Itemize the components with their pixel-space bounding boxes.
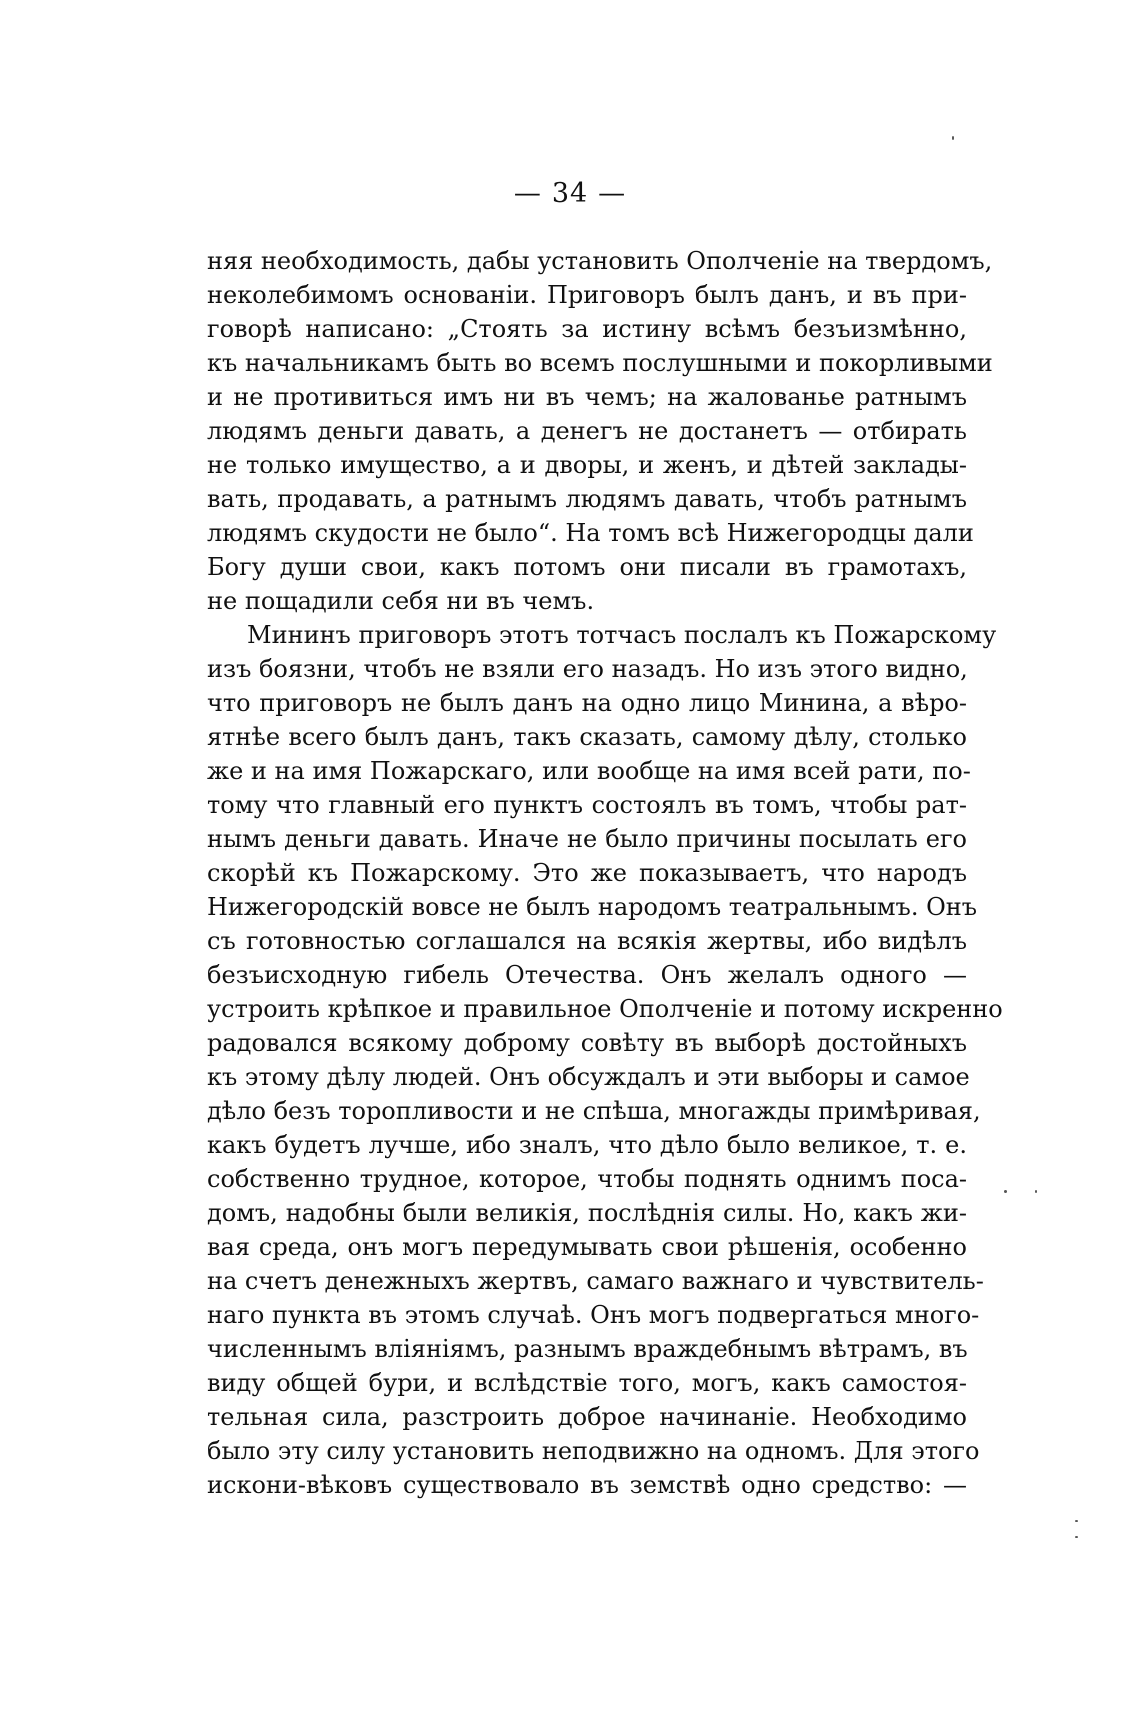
text-line: изъ боязни, чтобъ не взяли его назадъ. Но изъ этого видно, xyxy=(207,655,968,683)
text-line: какъ будетъ лучше, ибо зналъ, что дѣло было великое, т. е. xyxy=(207,1131,967,1159)
text-line: съ готовностью соглашался на всякія жертвы, ибо видѣлъ xyxy=(207,927,967,955)
text-line: домъ, надобны были великія, послѣднія силы. Но, какъ жи- xyxy=(207,1199,967,1227)
text-line: людямъ деньги давать, а денегъ не достанетъ — отбирать xyxy=(207,417,967,445)
text-line: неколебимомъ основаніи. Приговоръ былъ данъ, и въ при- xyxy=(207,281,967,309)
scan-speck xyxy=(1035,1190,1037,1193)
text-line: Мининъ приговоръ этотъ тотчасъ послалъ къ Пожарскому xyxy=(247,621,997,649)
text-line: собственно трудное, которое, чтобы поднять однимъ поса- xyxy=(207,1165,967,1193)
dash-right: — xyxy=(598,178,627,209)
text-line: дѣло безъ торопливости и не спѣша, многажды примѣривая, xyxy=(207,1097,981,1125)
scan-speck xyxy=(952,136,954,140)
text-line: къ этому дѣлу людей. Онъ обсуждалъ и эти выборы и самое xyxy=(207,1063,970,1091)
scan-speck xyxy=(1075,1520,1078,1522)
scan-speck xyxy=(1075,1536,1078,1538)
text-line: и не противиться имъ ни въ чемъ; на жалованье ратнымъ xyxy=(207,383,967,411)
text-line: говорѣ написано: „Стоять за истину всѣмъ безъизмѣнно, xyxy=(207,315,967,343)
text-line: безъисходную гибель Отечества. Онъ желалъ одного — xyxy=(207,961,967,989)
text-line: наго пункта въ этомъ случаѣ. Онъ могъ подвергаться много- xyxy=(207,1301,980,1329)
text-line: тельная сила, разстроить доброе начинаніе. Необходимо xyxy=(207,1403,967,1431)
text-line: же и на имя Пожарскаго, или вообще на имя всей рати, по- xyxy=(207,757,971,785)
scan-speck xyxy=(1004,1190,1007,1193)
page-number: 34 xyxy=(551,178,589,209)
text-line: что приговоръ не былъ данъ на одно лицо Минина, а вѣро- xyxy=(207,689,967,717)
text-line: няя необходимость, дабы установить Ополченіе на твердомъ, xyxy=(207,247,993,275)
text-line: людямъ скудости не было“. На томъ всѣ Нижегородцы дали xyxy=(207,519,974,547)
text-line: было эту силу установить неподвижно на одномъ. Для этого xyxy=(207,1437,980,1465)
text-line: Богу души свои, какъ потомъ они писали въ грамотахъ, xyxy=(207,553,967,581)
paragraph xyxy=(207,244,993,618)
paragraph xyxy=(207,618,1003,1502)
page-number-header xyxy=(0,178,1140,209)
text-line: численнымъ вліяніямъ, разнымъ враждебнымъ вѣтрамъ, въ xyxy=(207,1335,968,1363)
text-line: не пощадили себя ни въ чемъ. xyxy=(207,587,595,615)
text-line: на счетъ денежныхъ жертвъ, самаго важнаго и чувствитель- xyxy=(207,1267,984,1295)
text-line: вая среда, онъ могъ передумывать свои рѣшенія, особенно xyxy=(207,1233,967,1261)
text-line: Нижегородскій вовсе не былъ народомъ театральнымъ. Онъ xyxy=(207,893,978,921)
text-line: тому что главный его пунктъ состоялъ въ томъ, чтобы рат- xyxy=(207,791,967,819)
text-line: ятнѣе всего былъ данъ, такъ сказать, самому дѣлу, столько xyxy=(207,723,967,751)
body-text xyxy=(207,244,1003,1502)
text-line: искони-вѣковъ существовало въ земствѣ одно средство: — xyxy=(207,1471,967,1499)
text-line: виду общей бури, и вслѣдствіе того, могъ, какъ самостоя- xyxy=(207,1369,967,1397)
text-line: скорѣй къ Пожарскому. Это же показываетъ, что народъ xyxy=(207,859,967,887)
text-line: къ начальникамъ быть во всемъ послушными и покорливыми xyxy=(207,349,993,377)
text-line: устроить крѣпкое и правильное Ополченіе и потому искренно xyxy=(207,995,1003,1023)
text-line: не только имущество, а и дворы, и женъ, и дѣтей заклады- xyxy=(207,451,967,479)
dash-left: — xyxy=(513,178,542,209)
text-line: нымъ деньги давать. Иначе не было причины посылать его xyxy=(207,825,967,853)
text-line: радовался всякому доброму совѣту въ выборѣ достойныхъ xyxy=(207,1029,967,1057)
text-line: вать, продавать, а ратнымъ людямъ давать, чтобъ ратнымъ xyxy=(207,485,967,513)
